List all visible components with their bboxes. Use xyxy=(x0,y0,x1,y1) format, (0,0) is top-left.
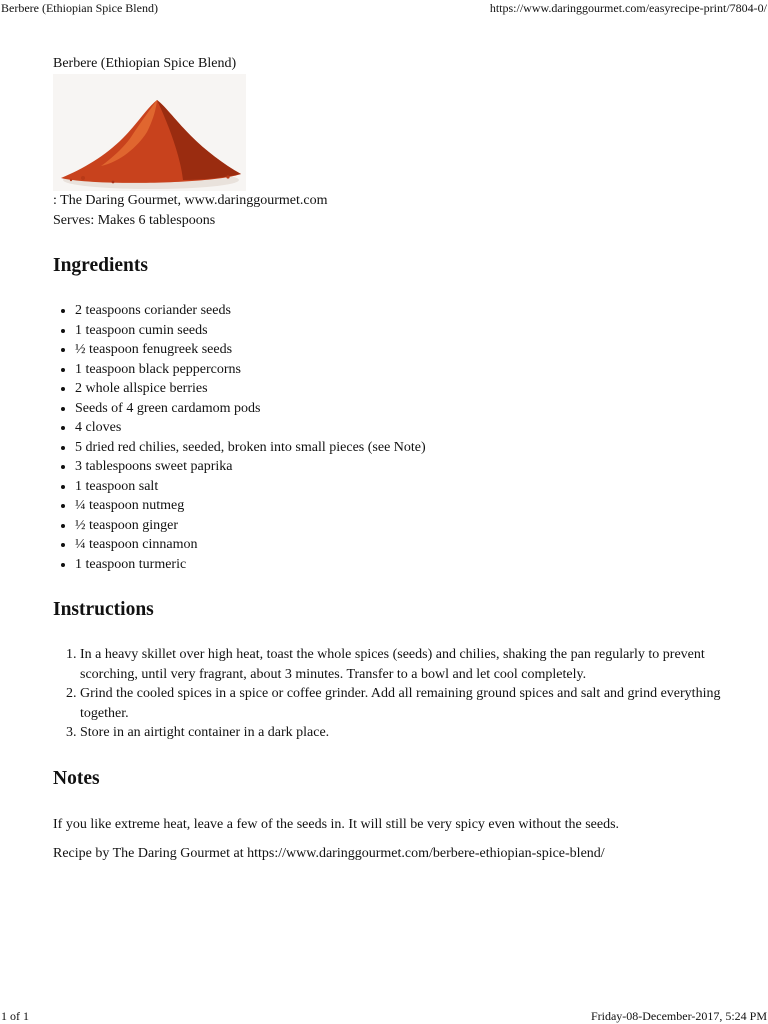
ingredient-item: • 1 teaspoon turmeric xyxy=(75,555,733,575)
instructions-heading: Instructions xyxy=(53,599,154,620)
ingredient-item: • 2 whole allspice berries xyxy=(75,379,733,399)
ingredient-item: • ¼ teaspoon cinnamon xyxy=(75,535,733,555)
instruction-step: 2. Grind the cooled spices in a spice or coffee grinder. Add all remaining ground spices and salt and grind everything together. xyxy=(80,684,733,723)
ingredient-item: • Seeds of 4 green cardamom pods xyxy=(75,399,733,419)
ingredient-item: • 2 teaspoons coriander seeds xyxy=(75,301,733,321)
instructions-list xyxy=(53,645,733,743)
ingredient-item: • ½ teaspoon fenugreek seeds xyxy=(75,340,733,360)
ingredient-item: • 1 teaspoon cumin seeds xyxy=(75,321,733,341)
page-count: 1 of 1 xyxy=(1,1009,29,1023)
print-footer xyxy=(0,1008,768,1024)
ingredient-item: • 5 dried red chilies, seeded, broken into small pieces (see Note) xyxy=(75,438,733,458)
ingredient-item: • 3 tablespoons sweet paprika xyxy=(75,457,733,477)
ingredient-item: • 1 teaspoon black peppercorns xyxy=(75,360,733,380)
ingredient-item: • 4 cloves xyxy=(75,418,733,438)
print-date: Friday-08-December-2017, 5:24 PM xyxy=(590,1009,767,1023)
print-header-title: Berbere (Ethiopian Spice Blend) xyxy=(1,1,158,15)
print-header-url: https://www.daringgourmet.com/easyrecipe-print/7804-0/ xyxy=(489,1,767,15)
print-header xyxy=(0,0,768,18)
ingredients-heading: Ingredients xyxy=(53,255,148,276)
instruction-step: 3. Store in an airtight container in a dark place. xyxy=(80,723,733,743)
ingredients-list xyxy=(53,301,733,574)
notes-text: If you like extreme heat, leave a few of the seeds in. It will still be very spicy even without the seeds. xyxy=(53,816,620,832)
recipe-attribution: Recipe by The Daring Gourmet at https://www.daringgourmet.com/berbere-ethiopian-spice-blend/ xyxy=(53,846,605,861)
ingredient-item: • ¼ teaspoon nutmeg xyxy=(75,496,733,516)
recipe-title: Berbere (Ethiopian Spice Blend) xyxy=(53,56,237,71)
ingredient-item: • ½ teaspoon ginger xyxy=(75,516,733,536)
instruction-step: 1. In a heavy skillet over high heat, toast the whole spices (seeds) and chilies, shaking the pan regularly to prevent scorching, until very fragrant, about 3 minutes. Transfer to a bowl and let cool completely. xyxy=(80,645,733,684)
recipe-content xyxy=(53,54,733,864)
spice-pile-photo xyxy=(53,74,246,191)
recipe-author: : The Daring Gourmet, www.daringgourmet.com xyxy=(53,193,328,208)
recipe-serves: Serves: Makes 6 tablespoons xyxy=(53,212,216,228)
notes-heading: Notes xyxy=(53,767,100,789)
ingredient-item: • 1 teaspoon salt xyxy=(75,477,733,497)
